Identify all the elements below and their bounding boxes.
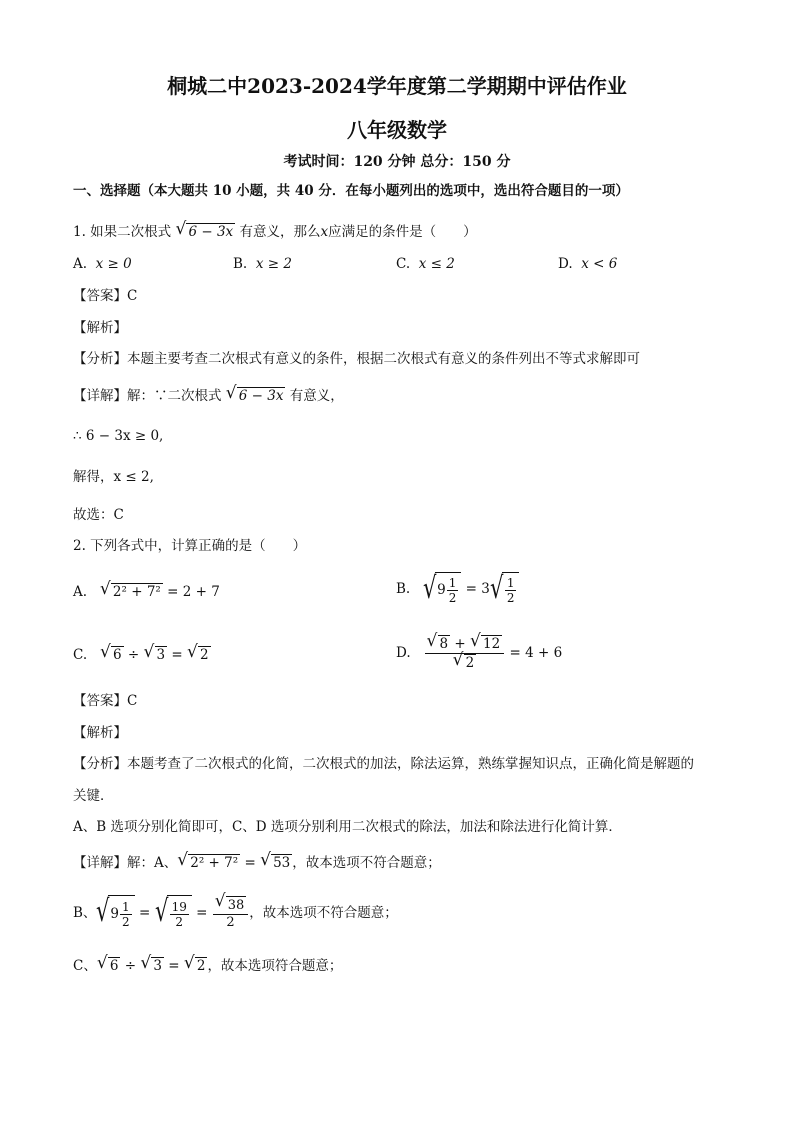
q2-option-c — [73, 645, 211, 665]
denominator: 2 — [175, 915, 184, 929]
option-label: B. — [396, 581, 411, 597]
numerator — [213, 896, 249, 915]
radicand: 38 — [227, 898, 245, 913]
fraction — [170, 900, 189, 929]
fraction — [213, 896, 249, 931]
operator: + — [450, 636, 471, 652]
option-label: A. — [73, 584, 88, 600]
radical — [144, 645, 168, 665]
q1-stem-suffix-a: 有意义，那么 — [239, 224, 321, 240]
option-label: C. — [73, 647, 88, 663]
q2-option-d — [396, 633, 562, 673]
q1-detail-prefix: 【详解】解：∵二次根式 — [73, 388, 222, 404]
operator: = — [240, 855, 261, 871]
q1-stem-prefix: 1. 如果二次根式 — [73, 224, 172, 240]
option-expr: x ≤ 2 — [418, 256, 455, 272]
radicand: 3 — [156, 647, 166, 663]
radicand: 2² + 7² — [112, 584, 161, 600]
radicand — [502, 572, 520, 607]
option-label: D. — [558, 256, 573, 272]
numerator: 1 — [448, 576, 457, 590]
numerator — [425, 635, 505, 654]
numerator: √ 1 — [506, 576, 515, 590]
detail-suffix: ，故本选项符合题意； — [207, 958, 343, 974]
q1-step1: ∴ 6 − 3x ≥ 0, — [73, 428, 164, 444]
radicand: 53 — [273, 855, 291, 871]
radicand: 2 — [196, 958, 206, 974]
radical — [215, 896, 247, 914]
q1-option-a — [73, 254, 132, 274]
radical — [470, 635, 502, 653]
radicand — [435, 572, 461, 607]
q2-detail-b: B、√ 9 $\frac{1}{2}$ = √ $\frac{19}{2}$ = √ $\frac{38}{2}$ ，故本选项不符合题意； — [73, 895, 398, 932]
radicand — [108, 895, 134, 932]
q2-a-radical — [100, 582, 163, 602]
radical — [100, 645, 124, 665]
rhs: = 4 + 6 — [505, 645, 563, 661]
radical — [97, 956, 121, 976]
q1-answer: 【答案】C — [73, 288, 138, 304]
q2-stem: 2. 下列各式中，计算正确的是（ ） — [73, 538, 307, 554]
numerator: 1 — [122, 900, 130, 914]
q2-analysis-line1: 【分析】本题考查了二次根式的化简，二次根式的加法，除法运算，熟练掌握知识点，正确化简是解题的 — [73, 756, 694, 772]
denominator: 2 — [448, 591, 457, 605]
detail-prefix: B、 — [73, 905, 97, 921]
whole-part: 9 — [110, 906, 120, 922]
q1-stem — [73, 222, 477, 242]
radicand: 6 — [109, 958, 119, 974]
radicand: 8 — [439, 636, 449, 652]
option-label: D. — [396, 645, 411, 661]
radical — [260, 853, 292, 873]
section-heading: 一、选择题（本大题共 10 小题，共 40 分．在每小题列出的选项中，选出符合题目的一项） — [73, 183, 629, 199]
option-label: C. — [396, 256, 411, 272]
q1-option-c — [396, 254, 455, 274]
radical — [184, 956, 208, 976]
q1-detail-radical — [226, 386, 286, 406]
operator: = — [167, 647, 188, 663]
denominator: 2 — [506, 591, 515, 605]
radical — [177, 853, 240, 873]
rhs: = 2 + 7 — [162, 584, 220, 600]
detail-suffix: ，故本选项不符合题意； — [292, 855, 441, 871]
fraction — [505, 576, 517, 605]
denominator — [453, 654, 477, 672]
radicand: 6 — [113, 647, 122, 663]
q1-variable: x — [320, 224, 329, 240]
q2-option-b — [396, 572, 519, 607]
radical — [453, 654, 477, 672]
q2-b-radical-right — [490, 572, 520, 607]
q1-radicand: 6 − 3x — [188, 224, 234, 240]
q1-analysis: 【分析】本题主要考查二次根式有意义的条件，根据二次根式有意义的条件列出不等式求解即可 — [73, 351, 640, 367]
equals-coef: = 3 — [461, 581, 490, 597]
q1-detail-radicand: 6 − 3x — [238, 388, 284, 404]
option-label: A. — [73, 256, 88, 272]
document-subtitle: 八年级数学 — [347, 118, 447, 142]
q1-stem-suffix-b: 应满足的条件是（ ） — [328, 224, 477, 240]
q2-analysis-title: 【解析】 — [73, 725, 127, 741]
denominator: 2 — [226, 915, 235, 930]
option-expr: x ≥ 0 — [95, 256, 132, 272]
radicand: 2 — [200, 647, 209, 663]
q2-method: A、B 选项分别化简即可，C、D 选项分别利用二次根式的除法，加法和除法进行化简计算． — [73, 819, 622, 835]
q1-option-b — [233, 254, 292, 274]
q1-detail — [73, 386, 344, 406]
q2-detail-c: C、√ 6 ÷ √ 3 = √ 2 ，故本选项符合题意； — [73, 956, 342, 976]
q2-option-a — [73, 582, 220, 602]
radical — [427, 635, 451, 653]
numerator: √ 19 — [171, 900, 187, 914]
radicand: 3 — [153, 958, 162, 974]
detail-prefix: C、 — [73, 958, 97, 974]
q2-b-radical-left — [423, 572, 461, 607]
detail-prefix: 【详解】解：A、 — [73, 855, 178, 871]
radicand — [167, 895, 192, 932]
radical — [155, 895, 192, 932]
radical — [96, 895, 134, 932]
radical — [187, 645, 211, 665]
q2-answer: 【答案】C — [73, 693, 138, 709]
operator: ÷ — [123, 647, 144, 663]
q1-analysis-title: 【解析】 — [73, 320, 127, 336]
radicand: 12 — [483, 636, 501, 652]
q2-analysis-line2: 关键． — [73, 788, 114, 804]
radicand: 2 — [465, 655, 475, 671]
q1-step2: 解得，x ≤ 2, — [73, 469, 154, 485]
q1-radical — [175, 222, 235, 242]
option-expr: x < 6 — [581, 256, 618, 272]
exam-info: 考试时间：120 分钟 总分：150 分 — [283, 154, 511, 170]
fraction — [447, 576, 459, 605]
q1-detail-suffix: 有意义， — [289, 388, 344, 404]
fraction — [120, 900, 132, 929]
document-title: 桐城二中2023-2024学年度第二学期期中评估作业 — [167, 74, 627, 98]
q2-detail-a — [73, 853, 441, 873]
detail-suffix: ，故本选项不符合题意； — [249, 905, 398, 921]
option-expr: x ≥ 2 — [255, 256, 292, 272]
radical — [140, 956, 164, 976]
option-label: B. — [233, 256, 248, 272]
q1-conclusion: 故选：C — [73, 507, 124, 523]
denominator: 2 — [122, 915, 130, 929]
whole-part: 9 — [437, 582, 446, 598]
q1-option-d — [558, 254, 617, 274]
radicand: 2² + 7² — [190, 855, 239, 871]
fraction — [425, 635, 505, 672]
